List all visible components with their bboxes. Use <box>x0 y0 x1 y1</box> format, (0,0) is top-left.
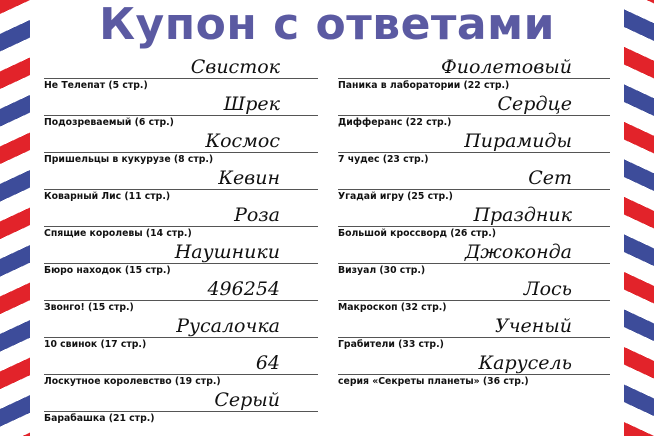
answer-row <box>338 56 610 93</box>
puzzle-label: Не Телепат (5 стр.) <box>44 80 148 91</box>
puzzle-label: Звонго! (15 стр.) <box>44 302 134 313</box>
puzzle-label: Лоскутное королевство (19 стр.) <box>44 376 221 387</box>
answers-right-column <box>338 56 610 389</box>
answer-text: Лось <box>523 278 572 300</box>
answer-text: Роза <box>234 204 280 226</box>
answer-row <box>338 204 610 241</box>
answer-row <box>44 204 318 241</box>
answer-row <box>338 167 610 204</box>
puzzle-label: Угадай игру (25 стр.) <box>338 191 453 202</box>
puzzle-label: Подозреваемый (6 стр.) <box>44 117 174 128</box>
answer-text: Пирамиды <box>464 130 572 152</box>
answer-row <box>44 241 318 278</box>
answer-row <box>44 167 318 204</box>
puzzle-label: серия «Секреты планеты» (36 стр.) <box>338 376 529 387</box>
answer-row <box>44 278 318 315</box>
answers-left-column <box>44 56 318 426</box>
answer-text: Космос <box>205 130 280 152</box>
puzzle-label: Большой кроссворд (26 стр.) <box>338 228 496 239</box>
answer-text: Ученый <box>494 315 572 337</box>
answer-text: 64 <box>255 352 280 374</box>
puzzle-label: Грабители (33 стр.) <box>338 339 444 350</box>
answer-row <box>44 352 318 389</box>
answer-text: Наушники <box>174 241 280 263</box>
answer-row <box>338 352 610 389</box>
puzzle-label: Дифферанс (22 стр.) <box>338 117 452 128</box>
answer-row <box>338 93 610 130</box>
answer-row <box>44 56 318 93</box>
answer-text: Сет <box>528 167 572 189</box>
puzzle-label: Барабашка (21 стр.) <box>44 413 155 424</box>
puzzle-label: Коварный Лис (11 стр.) <box>44 191 171 202</box>
airmail-border-right <box>624 0 654 436</box>
answer-text: Джоконда <box>464 241 572 263</box>
answer-text: Фиолетовый <box>440 56 572 78</box>
answer-row <box>338 278 610 315</box>
answer-row <box>44 389 318 426</box>
puzzle-label: Паника в лаборатории (22 стр.) <box>338 80 510 91</box>
puzzle-label: Спящие королевы (14 стр.) <box>44 228 192 239</box>
answer-row <box>44 130 318 167</box>
answer-text: Свисток <box>190 56 280 78</box>
answer-row <box>338 315 610 352</box>
answer-text: Кевин <box>218 167 280 189</box>
answer-row <box>338 130 610 167</box>
answer-text: Сердце <box>497 93 572 115</box>
answer-row <box>338 241 610 278</box>
answer-text: Праздник <box>473 204 572 226</box>
puzzle-label: Бюро находок (15 стр.) <box>44 265 171 276</box>
page-title: Купон с ответами <box>99 0 555 50</box>
airmail-border-left <box>0 0 30 436</box>
puzzle-label: Макроскоп (32 стр.) <box>338 302 447 313</box>
answer-row <box>44 93 318 130</box>
answer-text: Шрек <box>223 93 280 115</box>
answer-text: Русалочка <box>176 315 280 337</box>
puzzle-label: Пришельцы в кукурузе (8 стр.) <box>44 154 214 165</box>
puzzle-label: 10 свинок (17 стр.) <box>44 339 147 350</box>
puzzle-label: Визуал (30 стр.) <box>338 265 426 276</box>
answer-text: Серый <box>214 389 280 411</box>
answer-text: Карусель <box>478 352 572 374</box>
puzzle-label: 7 чудес (23 стр.) <box>338 154 429 165</box>
answer-row <box>44 315 318 352</box>
answer-text: 496254 <box>207 278 280 300</box>
